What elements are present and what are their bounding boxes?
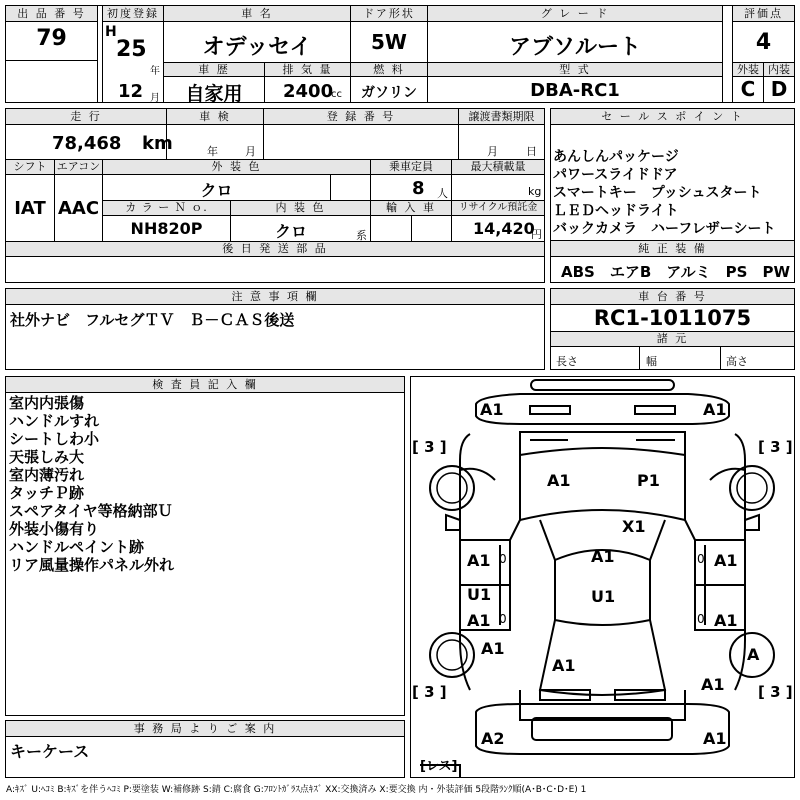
lot-number: 79 (36, 26, 67, 51)
damage-front-left: A1 (480, 400, 504, 419)
transfer-label: 譲渡書類期限 (459, 109, 544, 125)
damage-right-front-door: A1 (714, 551, 738, 570)
ac-label: エアコン (56, 160, 101, 173)
damage-right-rear-door: A1 (714, 611, 738, 630)
displacement-unit: cc (331, 89, 342, 100)
model-value: DBA-RC1 (530, 80, 620, 101)
displacement-label: 排 気 量 (265, 63, 350, 77)
width-label: 幅 (646, 355, 657, 368)
mileage-label: 走 行 (6, 109, 166, 125)
later-parts-label: 後 日 発 送 部 品 (6, 242, 544, 257)
door-type: 5W (371, 30, 407, 54)
damage-left-rear-door-upper: U1 (467, 585, 492, 604)
damage-rear-glass: A1 (552, 656, 576, 675)
exterior-grade: C (740, 77, 756, 101)
first-reg-label: 初度登録 (103, 6, 163, 22)
model-label: 型 式 (428, 63, 722, 77)
grade-label: グ レ ー ド (428, 6, 722, 22)
chassis-label: 車 台 番 号 (551, 289, 794, 305)
fuel-label: 燃 料 (351, 63, 427, 77)
inspector-notes: 室内内張傷 ハンドルすれ シートしわ小 天張しみ大 室内薄汚れ タッチＰ跡 スペアタイヤ等格納部Ｕ 外装小傷有り ハンドルペイント跡 リア風量操作パネル外れ (9, 394, 175, 574)
tire-rear-left: [ 3 ] (412, 683, 447, 701)
damage-roof-rear: U1 (591, 587, 616, 606)
inspection-month-unit: 月 (245, 145, 256, 158)
reg-month-unit: 月 (150, 93, 160, 104)
equipment-label: 純 正 装 備 (551, 241, 794, 257)
score-value: 4 (755, 30, 772, 55)
recycle-value: 14,420 (473, 219, 535, 238)
zero-marker: 0 (697, 612, 705, 626)
exterior-label: 外装 (733, 63, 763, 77)
sales-point-label: セ ー ル ス ポ イ ン ト (551, 109, 794, 125)
interior-grade: D (770, 77, 788, 101)
ext-color-value: クロ (200, 181, 233, 200)
length-label: 長さ (556, 355, 578, 368)
lot-label: 出 品 番 号 (6, 6, 97, 22)
shift-value: IAT (14, 198, 46, 219)
fuel-value: ガソリン (361, 85, 417, 101)
zero-marker: 0 (499, 612, 507, 626)
zero-marker: 0 (499, 552, 507, 566)
mileage-unit: km (142, 133, 173, 154)
spec-label: 諸 元 (551, 332, 794, 347)
reg-no-label: 登 録 番 号 (264, 109, 458, 125)
capacity-unit: 人 (437, 187, 448, 200)
damage-front-right: A1 (703, 400, 727, 419)
int-color-value: クロ (274, 222, 307, 241)
displacement-value: 2400 (283, 81, 334, 102)
color-no-label: カ ラ ー Ｎ ｏ. (103, 201, 230, 216)
capacity-label: 乗車定員 (371, 160, 451, 175)
max-load-label: 最大積載量 (452, 160, 544, 175)
damage-roof-front: A1 (591, 547, 615, 566)
damage-bonnet-right: P1 (637, 471, 660, 490)
damage-left-rear-door-lower: A1 (467, 611, 491, 630)
damage-spare-wheel: A (747, 645, 760, 664)
ac-value: AAC (57, 198, 100, 219)
damage-left-front-door: A1 (467, 551, 491, 570)
inspection-year-unit: 年 (207, 145, 218, 158)
tire-front-left: [ 3 ] (412, 438, 447, 456)
era-prefix: H (105, 24, 117, 40)
reg-year: 25 (116, 37, 147, 62)
int-color-label: 内 装 色 (231, 201, 370, 216)
legend: A:ｷｽﾞ U:ﾍｺﾐ B:ｷｽﾞを伴うﾍｺﾐ P:要塗装 W:補修跡 S:錆 C:腐食 G:ﾌﾛﾝﾄｶﾞﾗｽ点ｷｽﾞ XX:交換済み X:要交換 内・外装評価 5段階ﾗﾝｸ順(A･B･C･D･E) 1 (6, 785, 587, 795)
office-text: キーケース (10, 742, 90, 761)
history-value: 自家用 (185, 83, 243, 105)
mileage-value: 78,468 (52, 133, 122, 154)
damage-windshield: X1 (622, 517, 646, 536)
ext-color-label: 外 装 色 (103, 160, 370, 175)
height-label: 高さ (726, 355, 748, 368)
max-load-unit: kg (528, 185, 542, 198)
damage-left-rear-fender: A1 (481, 639, 505, 658)
color-no-value: NH820P (130, 219, 203, 238)
score-label: 評価点 (733, 6, 794, 22)
import-label: 輸 入 車 (371, 201, 451, 216)
damage-rear-right: A1 (703, 729, 727, 748)
recycle-label: リサイクル預託金 (452, 201, 544, 216)
door-label: ドア形状 (351, 6, 427, 22)
damage-bonnet-left: A1 (547, 471, 571, 490)
reg-year-unit: 年 (150, 66, 160, 77)
caution-text: 社外ナビ フルセグＴＶ Ｂ－ＣＡＳ後送 (10, 311, 295, 329)
history-label: 車 歴 (164, 63, 264, 77)
zero-marker: 0 (697, 552, 705, 566)
inspection-label: 車 検 (167, 109, 263, 125)
transfer-month-unit: 月 (487, 145, 498, 158)
office-label: 事 務 局 よ り ご 案 内 (6, 721, 404, 737)
car-body-outline (410, 376, 795, 778)
equipment-value: ABS エアB アルミ PS PW (561, 263, 791, 281)
grade-value: アブソルート (508, 35, 641, 60)
shift-label: シフト (6, 160, 54, 175)
int-color-unit: 系 (356, 229, 367, 242)
recycle-unit: 円 (531, 228, 542, 241)
car-name: オデッセイ (202, 35, 312, 60)
car-name-label: 車 名 (164, 6, 350, 22)
transfer-day-unit: 日 (526, 145, 537, 158)
spare-tire-label: [レス] (420, 759, 458, 774)
interior-label: 内装 (764, 63, 794, 77)
tire-rear-right: [ 3 ] (758, 683, 793, 701)
tire-front-right: [ 3 ] (758, 438, 793, 456)
sales-point-text: あんしんパッケージ パワースライドドア スマートキー プッシュスタート ＬＥＤヘッドライト バックカメラ ハーフレザーシート (553, 149, 776, 237)
chassis-number: RC1-1011075 (593, 306, 752, 330)
caution-label: 注 意 事 項 欄 (6, 289, 544, 305)
inspector-label: 検 査 員 記 入 欄 (6, 377, 404, 393)
damage-rear-left: A2 (481, 729, 505, 748)
capacity-value: 8 (412, 178, 425, 199)
damage-right-rear-fender: A1 (701, 675, 725, 694)
reg-month: 12 (118, 81, 144, 102)
